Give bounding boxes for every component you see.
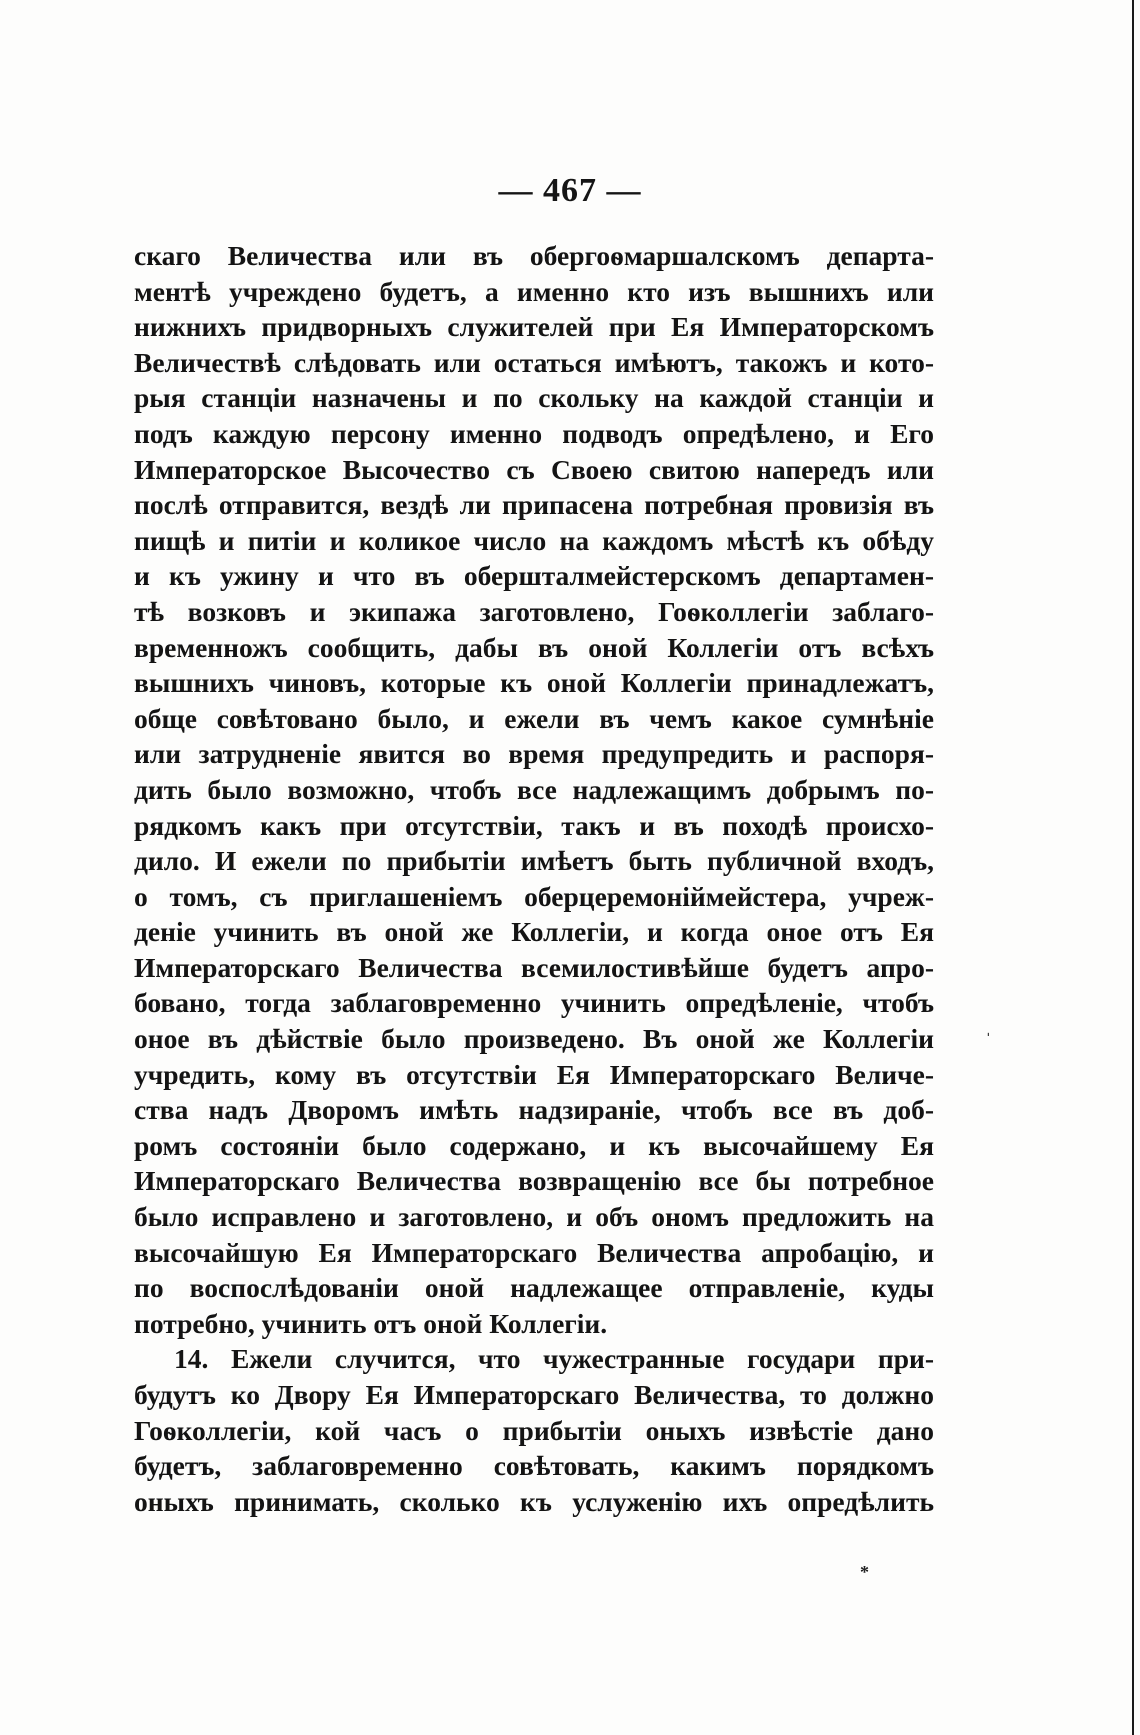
- scan-speck: *: [860, 1562, 869, 1582]
- text-line: скаго Величества или въ обергоѳмаршалскомъ департа-: [134, 240, 934, 271]
- text-line: рыя станціи назначены и по скольку на каждой станціи и: [134, 382, 934, 414]
- body-text: [134, 238, 934, 1519]
- text-line: дить было возможно, чтобъ все надлежащимъ добрымъ по-: [134, 773, 934, 805]
- text-line: бовано, тогда заблаговременно учинить опредѣленіе, чтобъ: [134, 987, 934, 1019]
- text-line: ментѣ учреждено будетъ, а именно кто изъ вышнихъ или: [134, 275, 934, 307]
- text-line: подъ каждую персону именно подводъ опредѣлено, и Его: [134, 417, 934, 449]
- text-line: Величествѣ слѣдовать или остаться имѣютъ, такожъ и кото-: [134, 346, 934, 378]
- text-line: Императорскаго Величества всемилостивѣйше будетъ апро-: [134, 951, 934, 983]
- text-line: пищѣ и питіи и коликое число на каждомъ мѣстѣ къ обѣду: [134, 524, 934, 556]
- text-line: или затрудненіе явится во время предупредить и распоря-: [134, 738, 934, 770]
- text-line: по воспослѣдованіи оной надлежащее отправленіе, куды: [134, 1272, 934, 1304]
- text-line: тѣ возковъ и экипажа заготовлено, Гоѳколлегіи заблаго-: [134, 595, 934, 627]
- text-line: послѣ отправится, вездѣ ли припасена потребная провизія въ: [134, 489, 934, 521]
- text-line: оныхъ принимать, сколько къ услуженію ихъ опредѣлить: [134, 1485, 934, 1517]
- scan-edge-line: [1132, 0, 1134, 1735]
- text-line: нижнихъ придворныхъ служителей при Ея Императорскомъ: [134, 311, 934, 343]
- text-line: обще совѣтовано было, и ежели въ чемъ какое сумнѣніе: [134, 702, 934, 734]
- text-line: было исправлено и заготовлено, и объ ономъ предложить на: [134, 1201, 934, 1233]
- text-line: учредить, кому въ отсутствіи Ея Императорскаго Величе-: [134, 1058, 934, 1090]
- text-line: оное въ дѣйствіе было произведено. Въ оной же Коллегіи: [134, 1023, 934, 1055]
- text-line: ства надъ Дворомъ имѣть надзираніе, чтобъ все въ доб-: [134, 1094, 934, 1126]
- scan-speck: ˈ: [985, 1030, 992, 1052]
- text-line: будетъ, заблаговременно совѣтовать, какимъ порядкомъ: [134, 1450, 934, 1482]
- text-line: Гоѳколлегіи, кой часъ о прибытіи оныхъ извѣстіе дано: [134, 1414, 934, 1446]
- text-line: временножъ сообщить, дабы въ оной Коллегіи отъ всѣхъ: [134, 631, 934, 663]
- text-line: потребно, учинить отъ оной Коллегіи.: [134, 1307, 608, 1339]
- text-line: Императорское Высочество съ Своею свитою напередъ или: [134, 453, 934, 485]
- text-line: рядкомъ какъ при отсутствіи, такъ и въ походѣ происхо-: [134, 809, 934, 841]
- text-line: деніе учинить въ оной же Коллегіи, и когда оное отъ Ея: [134, 916, 934, 948]
- text-line: вышнихъ чиновъ, которые къ оной Коллегіи принадлежатъ,: [134, 667, 934, 699]
- text-line: дило. И ежели по прибытіи имѣетъ быть публичной входъ,: [134, 845, 934, 877]
- text-line: ромъ состояніи было содержано, и къ высочайшему Ея: [134, 1129, 934, 1161]
- text-line: и къ ужину и что въ обершталмейстерскомъ департамен-: [134, 560, 934, 592]
- text-line: Императорскаго Величества возвращенію все бы потребное: [134, 1165, 934, 1197]
- text-line: о томъ, съ приглашеніемъ оберцеремоніймейстера, учреж-: [134, 880, 934, 912]
- text-line: 14. Ежели случится, что чужестранные государи при-: [174, 1343, 934, 1375]
- page-number: — 467 —: [498, 172, 642, 209]
- text-line: будутъ ко Двору Ея Императорскаго Величества, то должно: [134, 1379, 934, 1410]
- text-line: высочайшую Ея Императорскаго Величества апробацію, и: [134, 1236, 934, 1268]
